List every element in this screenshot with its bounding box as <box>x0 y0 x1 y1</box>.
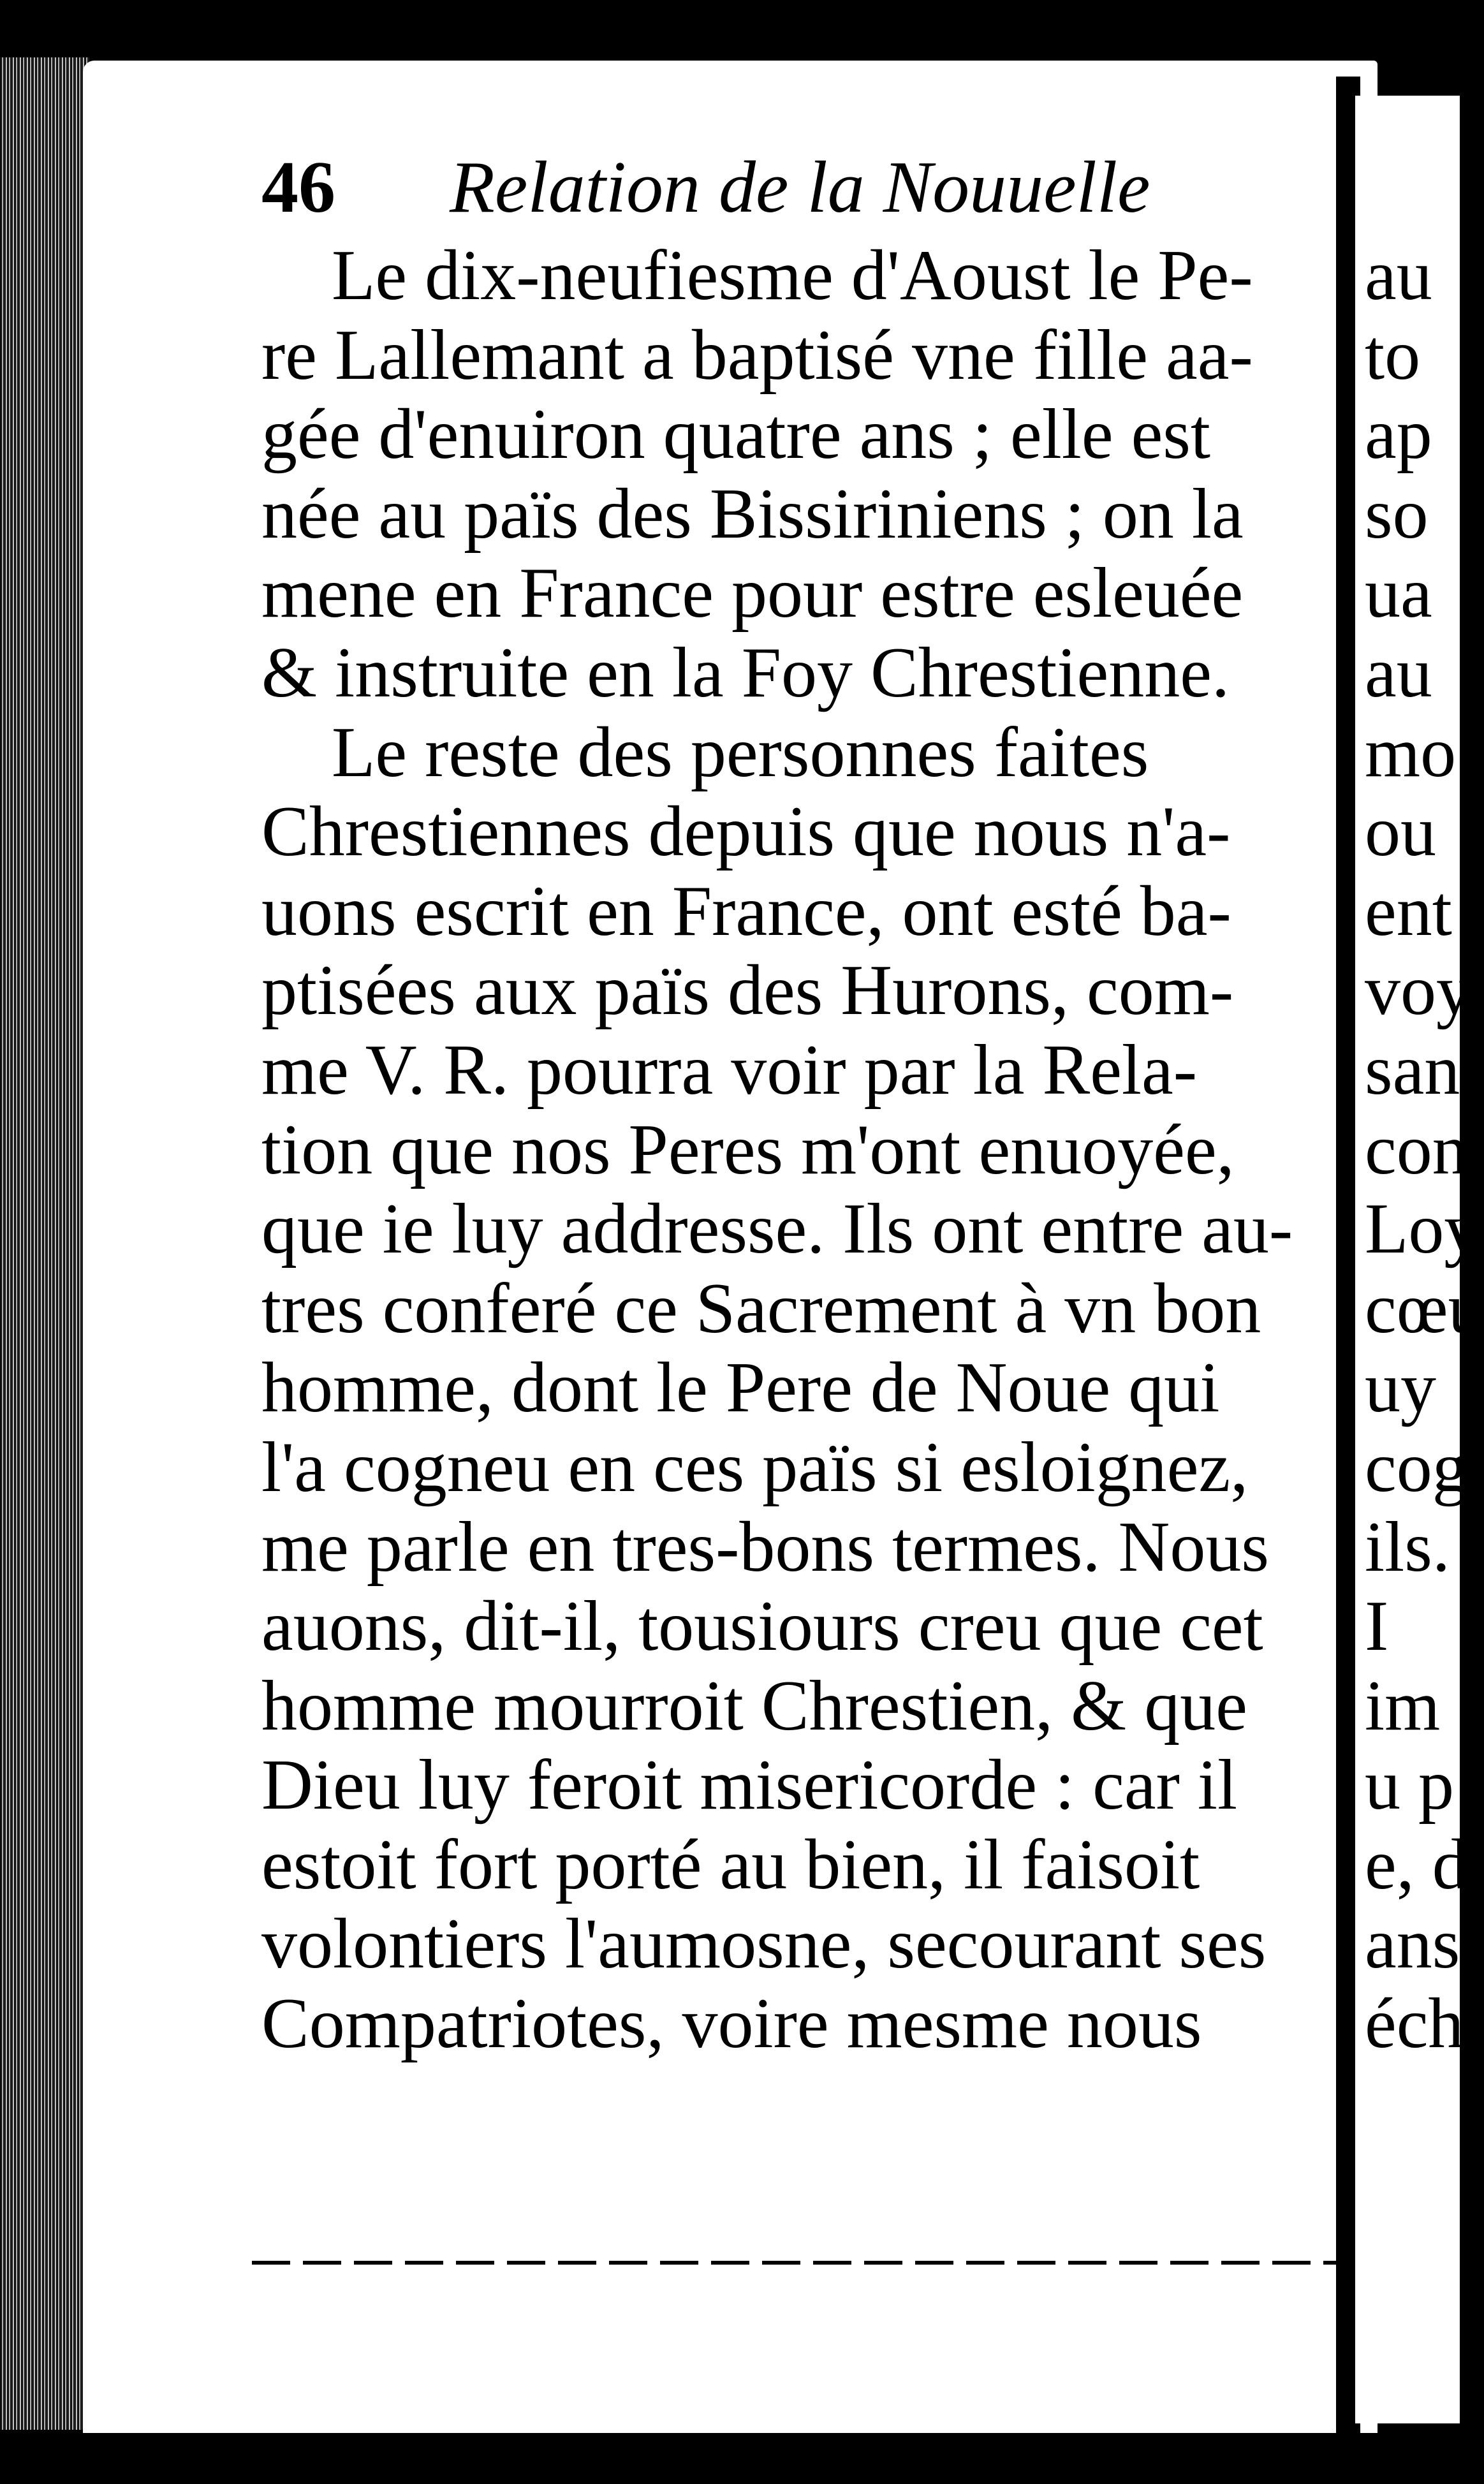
facing-page-text <box>1365 236 1484 2064</box>
facing-text-fragment: san <box>1365 1030 1460 1110</box>
text-line: Le reste des personnes faites <box>332 712 1149 792</box>
facing-text-fragment: con <box>1365 1110 1468 1189</box>
text-line: estoit fort porté au bien, il faisoit <box>261 1825 1200 1904</box>
text-line: me V. R. pourra voir par la Rela- <box>261 1030 1198 1110</box>
text-line: uons escrit en France, ont esté ba- <box>261 871 1231 951</box>
text-line: volontiers l'aumosne, secourant ses <box>261 1904 1267 1984</box>
text-line: Dieu luy feroit misericorde : car il <box>261 1745 1238 1825</box>
page-number: 46 <box>261 147 335 228</box>
text-line: Compatriotes, voire mesme nous <box>261 1984 1202 2064</box>
scan-left-edge <box>0 57 89 2430</box>
facing-text-fragment: im <box>1365 1666 1441 1745</box>
scan-bottom-edge <box>0 2433 1460 2484</box>
text-line: homme, dont le Pere de Noue qui <box>261 1348 1220 1428</box>
facing-text-fragment: au <box>1365 633 1432 712</box>
facing-text-fragment: I <box>1365 1587 1389 1666</box>
text-line: gée d'enuiron quatre ans ; elle est <box>261 395 1211 474</box>
facing-text-fragment: voy <box>1365 951 1472 1031</box>
text-line: née au païs des Bissiriniens ; on la <box>261 474 1244 554</box>
text-line: Chrestiennes depuis que nous n'a- <box>261 792 1231 872</box>
text-line: que ie luy addresse. Ils ont entre au- <box>261 1189 1293 1269</box>
running-title: Relation de la Nouuelle <box>450 147 1150 228</box>
text-line: mene en France pour estre esleuée <box>261 554 1244 633</box>
text-line: Le dix-neufiesme d'Aoust le Pe- <box>332 236 1253 315</box>
facing-text-fragment: ap <box>1365 395 1432 474</box>
page-header <box>261 145 1150 230</box>
text-line: & instruite en la Foy Chrestienne. <box>261 633 1230 712</box>
facing-text-fragment: to <box>1365 315 1421 395</box>
facing-text-fragment: ou <box>1365 792 1436 872</box>
facing-text-fragment: ils. <box>1365 1507 1450 1587</box>
facing-text-fragment: so <box>1365 474 1429 554</box>
text-line: auons, dit-il, tousiours creu que cet <box>261 1587 1263 1666</box>
facing-text-fragment: au <box>1365 236 1432 315</box>
text-line: tion que nos Peres m'ont enuoyée, <box>261 1110 1235 1189</box>
facing-text-fragment: ans <box>1365 1904 1460 1984</box>
facing-text-fragment: éch <box>1365 1984 1464 2064</box>
facing-text-fragment: e, d <box>1365 1825 1468 1904</box>
text-line: re Lallemant a baptisé vne fille aa- <box>261 315 1253 395</box>
facing-text-fragment: mo <box>1365 712 1457 792</box>
text-line: homme mourroit Chrestien, & que <box>261 1666 1247 1745</box>
facing-text-fragment: ent <box>1365 871 1452 951</box>
text-line: tres conferé ce Sacrement à vn bon <box>261 1268 1261 1348</box>
text-line: l'a cogneu en ces païs si esloignez, <box>261 1427 1249 1507</box>
facing-text-fragment: Loy <box>1365 1189 1480 1269</box>
main-text-block <box>261 236 1346 2064</box>
facing-text-fragment: uy <box>1365 1348 1436 1428</box>
bottom-rule <box>252 2261 1336 2265</box>
facing-text-fragment: u p <box>1365 1745 1454 1825</box>
text-line: me parle en tres-bons termes. Nous <box>261 1507 1269 1587</box>
facing-text-fragment: cog <box>1365 1427 1468 1507</box>
facing-text-fragment: cœu <box>1365 1268 1484 1348</box>
text-line: ptisées aux païs des Hurons, com- <box>261 951 1234 1031</box>
facing-text-fragment: ua <box>1365 554 1432 633</box>
